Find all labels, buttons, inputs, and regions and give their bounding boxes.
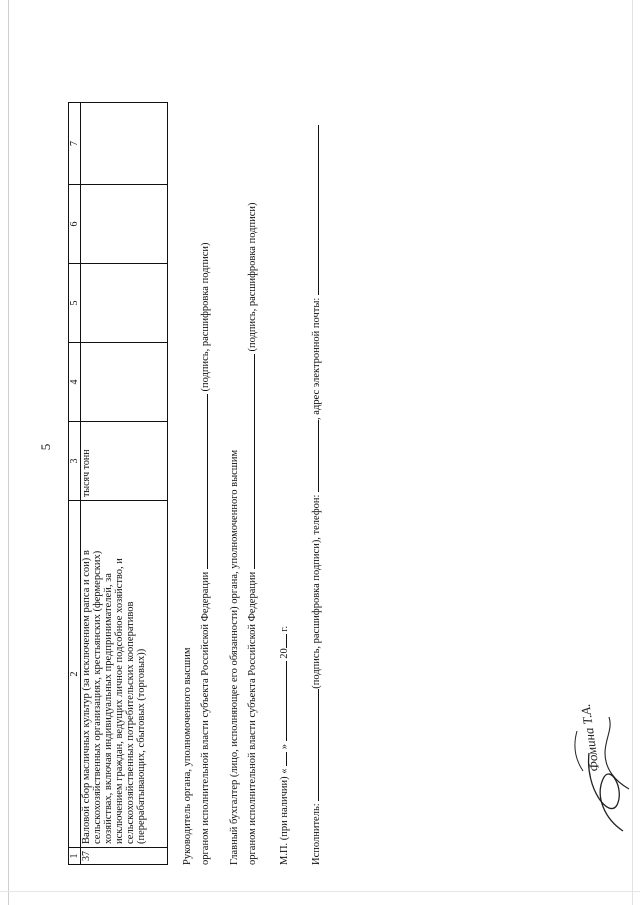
header-cell-6: 6 bbox=[69, 185, 81, 264]
accountant-title-line1: Главный бухгалтер (лицо, исполняющее его обязанности) органа, уполномоченного высшим bbox=[229, 449, 240, 865]
head-signature-blank bbox=[197, 394, 208, 569]
description-line: сельскохозяйственных потребительских кооперативов bbox=[125, 601, 136, 844]
accountant-signature-caption: (подпись, расшифровка подписи) bbox=[247, 202, 258, 352]
day-blank bbox=[276, 752, 287, 766]
executor-email-label: , адрес электронной почты: bbox=[311, 297, 322, 420]
header-cell-1: 1 bbox=[69, 848, 81, 865]
head-title-line1: Руководитель органа, уполномоченного высшим bbox=[182, 647, 193, 865]
executor-caption: (подпись, расшифровка подписи), телефон: bbox=[311, 494, 322, 689]
year-blank bbox=[276, 634, 287, 648]
header-cell-3: 3 bbox=[69, 422, 81, 501]
head-signature-caption: (подпись, расшифровка подписи) bbox=[200, 242, 211, 392]
value-cell-7 bbox=[81, 103, 168, 185]
executor-signature-blank bbox=[308, 689, 319, 801]
page-number: 5 bbox=[38, 443, 53, 451]
value-cell-4 bbox=[81, 343, 168, 422]
description-line: сельскохозяйственных организациях, крестьянских (фермерских) bbox=[92, 550, 103, 844]
row-description-cell bbox=[81, 501, 168, 848]
description-line: исключением граждан, ведущих личное подсобное хозяйство, и bbox=[114, 558, 125, 844]
row-number-cell: 37 bbox=[81, 848, 168, 865]
data-table bbox=[68, 102, 168, 865]
description-line: (перерабатывающих, сбытовых (торговых)) bbox=[136, 648, 147, 844]
header-cell-7: 7 bbox=[69, 103, 81, 185]
accountant-title-line2-row bbox=[244, 202, 259, 865]
executor-email-blank bbox=[308, 125, 319, 295]
value-cell-5 bbox=[81, 264, 168, 343]
accountant-title-line2: органом исполнительной власти субъекта Российской Федерации bbox=[247, 571, 258, 865]
stamp-close-quote: » bbox=[279, 743, 290, 750]
month-blank bbox=[276, 661, 287, 741]
unit-cell: тысяч тонн bbox=[81, 422, 168, 501]
head-title-line2-row bbox=[197, 242, 212, 865]
header-cell-5: 5 bbox=[69, 264, 81, 343]
table-row bbox=[81, 103, 168, 865]
value-cell-6 bbox=[81, 185, 168, 264]
table-header-row bbox=[69, 103, 81, 865]
description-line: Валовой сбор масличных культур (за исключением рапса и сои) в bbox=[81, 550, 92, 844]
head-title-line2: органом исполнительной власти субъекта Российской Федерации bbox=[200, 571, 211, 865]
description-line: хозяйствах, включая индивидуальных предпринимателей, за bbox=[103, 573, 114, 844]
header-cell-2: 2 bbox=[69, 501, 81, 848]
year-prefix: 20 bbox=[279, 648, 290, 659]
svg-text:Фомина Т.А.: Фомина Т.А. bbox=[577, 702, 602, 773]
executor-line bbox=[308, 125, 323, 865]
year-suffix: г. bbox=[279, 625, 290, 632]
executor-label: Исполнитель: bbox=[311, 803, 322, 865]
header-cell-4: 4 bbox=[69, 343, 81, 422]
stamp-label: М.П. (при наличии) « bbox=[279, 768, 290, 865]
stamp-date-line bbox=[276, 626, 291, 865]
executor-phone-blank bbox=[308, 420, 319, 492]
accountant-signature-blank bbox=[244, 354, 255, 569]
handwritten-signature bbox=[565, 699, 635, 849]
